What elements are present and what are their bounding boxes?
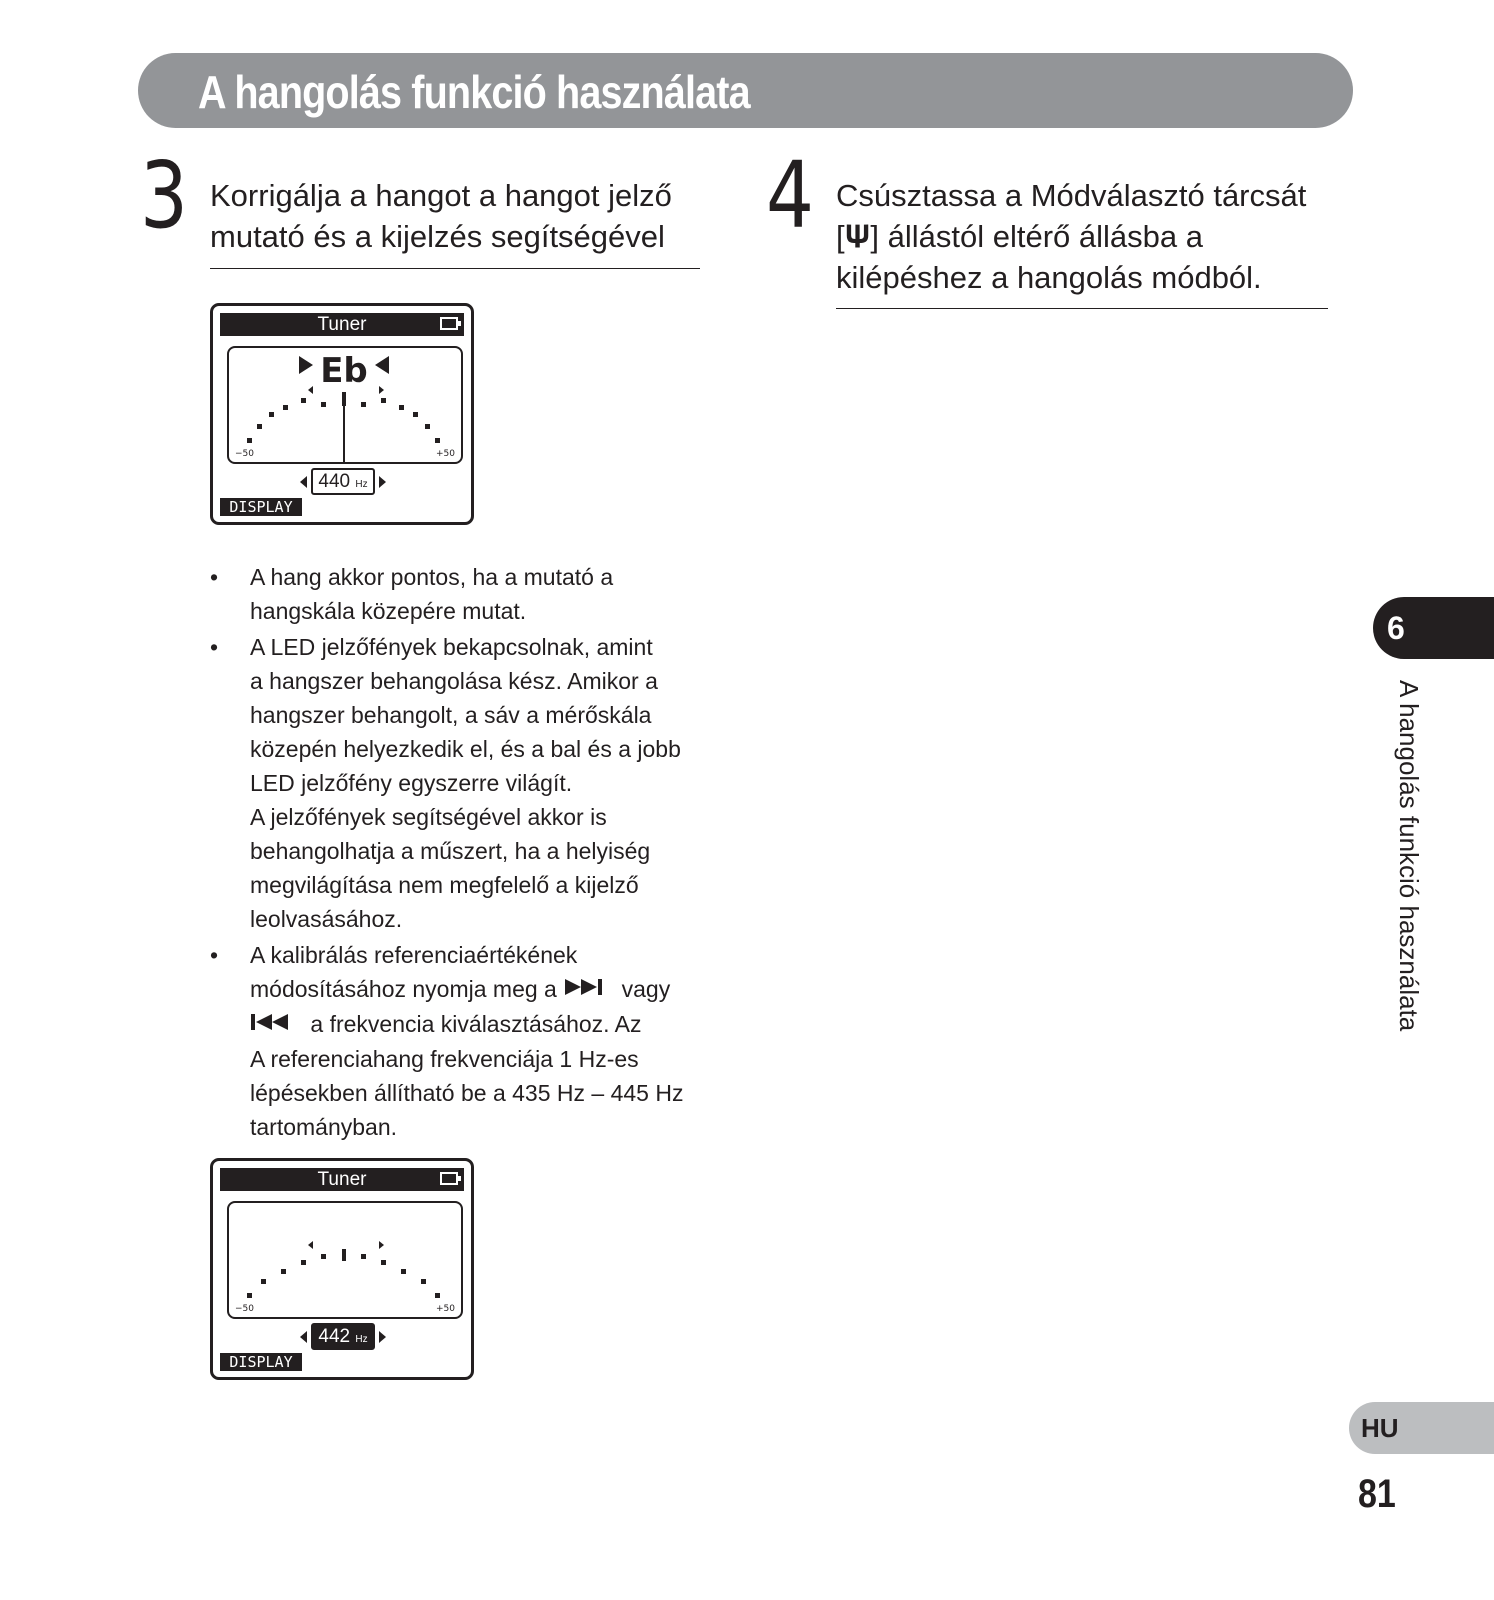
bullet-line: tartományban. — [250, 1114, 398, 1140]
frequency-unit: Hz — [355, 479, 368, 490]
left-led-icon — [308, 1241, 313, 1249]
freq-right-arrow-icon — [379, 1331, 386, 1343]
frequency-value: 442 — [318, 1326, 351, 1347]
step-4-heading — [836, 175, 1306, 298]
right-led-icon — [379, 386, 384, 394]
bullet-item: • A hang akkor pontos, ha a mutató a hangskála közepére mutat. — [210, 560, 730, 628]
bullet-line: lépésekben állítható be a 435 Hz – 445 Hz — [250, 1080, 684, 1106]
scale-max-label: +50 — [436, 1304, 455, 1314]
freq-right-arrow-icon — [379, 476, 386, 488]
step-3-divider — [210, 268, 700, 269]
bullet-item: • A LED jelzőfények bekapcsolnak, amint a hangszer behangolása kész. Amikor a hangszer behangolt, a sáv a mérőskála közepén helyezkedik el, és a bal és a jobb LED jelzőfény egyszerre világít. A jelzőfények segítségével akkor is behangolhatja a műszert, ha a helyiség megvilágítása nem megfelelő a kijelző leolvasásához. — [210, 630, 730, 936]
step-4-line: Csúsztassa a Módválasztó tárcsát — [836, 178, 1307, 213]
step-3-line: mutató és a kijelzés segítségével — [210, 219, 665, 254]
display-label: DISPLAY — [220, 498, 302, 516]
chapter-tab — [1373, 597, 1494, 659]
bullet-line: A jelzőfények segítségével akkor is — [250, 804, 607, 830]
freq-left-arrow-icon — [300, 476, 307, 488]
step-number-3: 3 — [140, 142, 189, 249]
freq-left-arrow-icon — [300, 1331, 307, 1343]
frequency-value: 440 — [318, 471, 351, 492]
step-4-line: kilépéshez a hangolás módból. — [836, 260, 1262, 295]
scale-min-label: −50 — [235, 449, 254, 459]
frequency-box — [311, 468, 375, 495]
step-3-line: Korrigálja a hangot a hangot jelző — [210, 178, 672, 213]
bullet-line: közepén helyezkedik el, és a bal és a jobb — [250, 736, 681, 762]
bullet-item: • A kalibrálás referenciaértékének módosításához nyomja meg a vagy a frekvencia kiválasztásához. Az A referenciahang frekvenciája 1 Hz-es lépésekben állítható be a 435 Hz – 445 Hz tartományban. — [210, 938, 730, 1144]
right-led-icon — [379, 1241, 384, 1249]
right-indicator-icon — [375, 356, 389, 374]
bullet-line: a frekvencia kiválasztásához. Az — [250, 1007, 730, 1042]
bullet-line: A referenciahang frekvenciája 1 Hz-es — [250, 1046, 639, 1072]
scale-min-label: −50 — [235, 1304, 254, 1314]
bullet-line: a hangszer behangolása kész. Amikor a — [250, 668, 658, 694]
bullet-line: módosításához nyomja meg a vagy — [250, 976, 671, 1002]
frequency-unit: Hz — [355, 1334, 368, 1345]
bullet-line: A LED jelzőfények bekapcsolnak, amint — [250, 634, 653, 660]
frequency-box-selected — [311, 1323, 375, 1350]
chapter-number: 6 — [1387, 610, 1405, 646]
chapter-title-vertical: A hangolás funkció használata — [1394, 680, 1424, 1032]
needle-head — [342, 1249, 346, 1261]
step-3-heading — [210, 175, 672, 257]
language-tab — [1349, 1402, 1494, 1454]
page-number: 81 — [1358, 1472, 1396, 1516]
bullet-line: leolvasásához. — [250, 906, 403, 932]
needle-head — [342, 392, 346, 406]
language-label: HU — [1361, 1413, 1399, 1443]
step-4-line: [𝚿] állástól eltérő állásba a — [836, 219, 1203, 254]
bullet-line: megvilágítása nem megfelelő a kijelző — [250, 872, 639, 898]
bullet-line: A kalibrálás referenciaértékének — [250, 942, 578, 968]
bullet-line: LED jelzőfény egyszerre világít. — [250, 770, 573, 796]
bullet-line: behangolhatja a műszert, ha a helyiség — [250, 838, 651, 864]
skip-forward-icon — [563, 977, 615, 1002]
screen-title: Tuner — [317, 314, 367, 335]
scale-max-label: +50 — [436, 449, 455, 459]
page-title: A hangolás funkció használata — [198, 66, 750, 118]
left-led-icon — [308, 386, 313, 394]
display-label: DISPLAY — [220, 1353, 302, 1371]
bullet-line: A hang akkor pontos, ha a mutató a — [250, 564, 614, 590]
bullet-line: hangskála közepére mutat. — [250, 598, 527, 624]
tuner-screen-1 — [210, 303, 474, 525]
bullet-line: hangszer behangolt, a sáv a mérőskála — [250, 702, 652, 728]
tuner-screen-2 — [210, 1158, 474, 1380]
step-4-divider — [836, 308, 1328, 309]
screen-title: Tuner — [317, 1169, 367, 1190]
note-name: Eb — [320, 351, 368, 391]
step-number-4: 4 — [766, 142, 815, 249]
skip-back-icon — [250, 1012, 304, 1037]
bullet-list — [210, 560, 730, 1146]
left-indicator-icon — [299, 356, 313, 374]
